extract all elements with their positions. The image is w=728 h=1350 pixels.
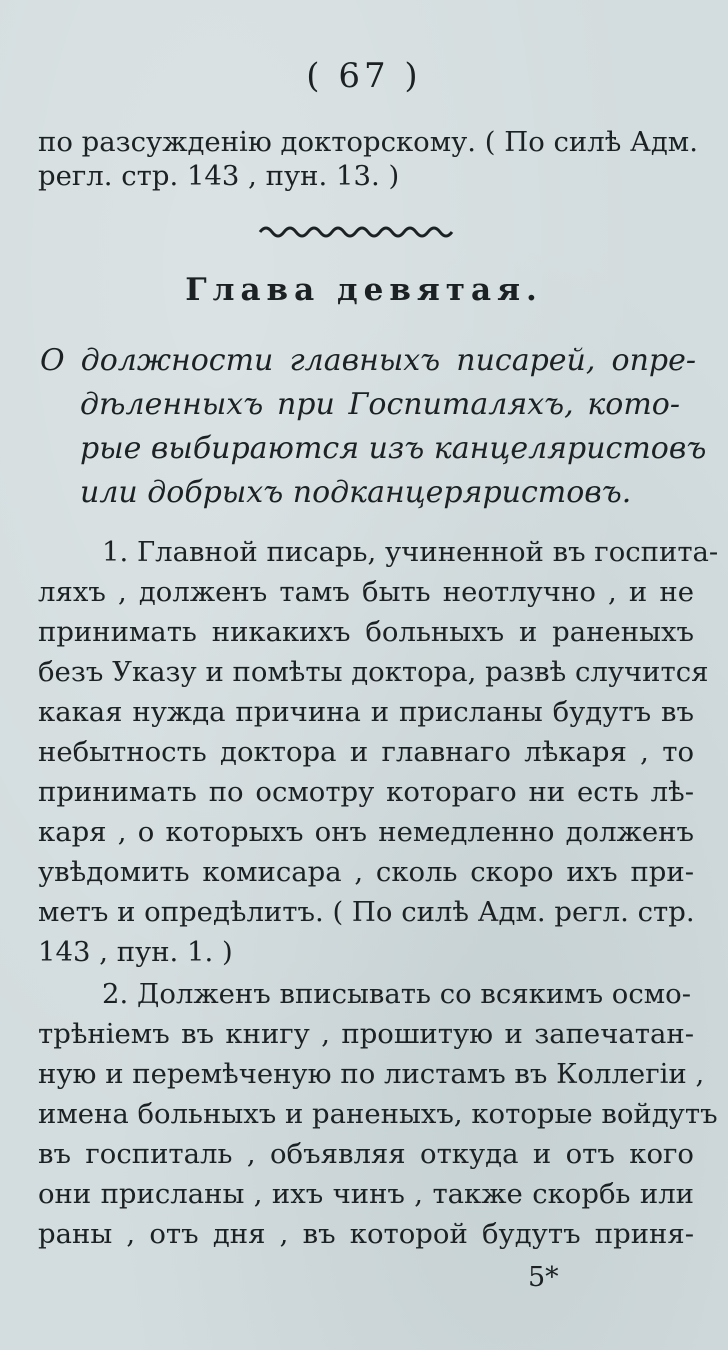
paragraph1-line-11: 143 , пун. 1. ) xyxy=(38,936,233,968)
signature-mark: 5* xyxy=(528,1262,559,1293)
intro-line-2: регл. стр. 143 , пун. 13. ) xyxy=(38,160,400,192)
subtitle-line-4: или добрыхъ подканцеряристовъ. xyxy=(80,475,632,510)
paragraph2-line-3: ную и перемѣченую по листамъ въ Коллегіи , xyxy=(38,1058,705,1090)
paragraph2-line-2: трѣніемъ въ книгу , прошитую и запечатан- xyxy=(38,1018,694,1050)
paragraph1-line-3: принимать никакихъ больныхъ и раненыхъ xyxy=(38,616,694,648)
paragraph2-line-4: имена больныхъ и раненыхъ, которые войдутъ xyxy=(38,1098,718,1130)
subtitle-line-2: дѣленныхъ при Госпиталяхъ, кото- xyxy=(80,387,680,422)
paragraph2-line-5: въ госпиталь , объявляя откуда и отъ кого xyxy=(38,1138,694,1170)
ornamental-divider xyxy=(258,220,458,244)
page-number: ( 67 ) xyxy=(306,56,422,96)
paragraph2-line-6: они присланы , ихъ чинъ , также скорбь или xyxy=(38,1178,694,1210)
subtitle-line-3: рые выбираются изъ канцеляристовъ xyxy=(80,431,707,466)
paragraph1-line-2: ляхъ , долженъ тамъ быть неотлучно , и не xyxy=(38,576,694,608)
paragraph1-line-10: метъ и опредѣлитъ. ( По силѣ Адм. регл. стр. xyxy=(38,896,695,928)
paragraph2-line-7: раны , отъ дня , въ которой будутъ приня- xyxy=(38,1218,694,1250)
paragraph1-line-9: увѣдомить комисара , сколь скоро ихъ при- xyxy=(38,856,694,888)
paragraph1-line-4: безъ Указу и помѣты доктора, развѣ случится xyxy=(38,656,709,688)
paragraph1-line-7: принимать по осмотру котораго ни есть лѣ- xyxy=(38,776,694,808)
paragraph1-line-8: каря , о которыхъ онъ немедленно долженъ xyxy=(38,816,694,848)
intro-line-1: по разсужденію докторскому. ( По силѣ Адм. xyxy=(38,126,698,158)
paragraph2-line-1: 2. Долженъ вписывать со всякимъ осмо- xyxy=(102,978,692,1010)
paragraph1-line-5: какая нужда причина и присланы будутъ въ xyxy=(38,696,694,728)
subtitle-line-1: О должности главныхъ писарей, опре- xyxy=(40,343,696,378)
paragraph1-line-6: небытность доктора и главнаго лѣкаря , то xyxy=(38,736,694,768)
paragraph1-line-1: 1. Главной писарь, учиненной въ госпита- xyxy=(102,536,719,568)
chapter-title: Глава девятая. xyxy=(185,272,543,308)
